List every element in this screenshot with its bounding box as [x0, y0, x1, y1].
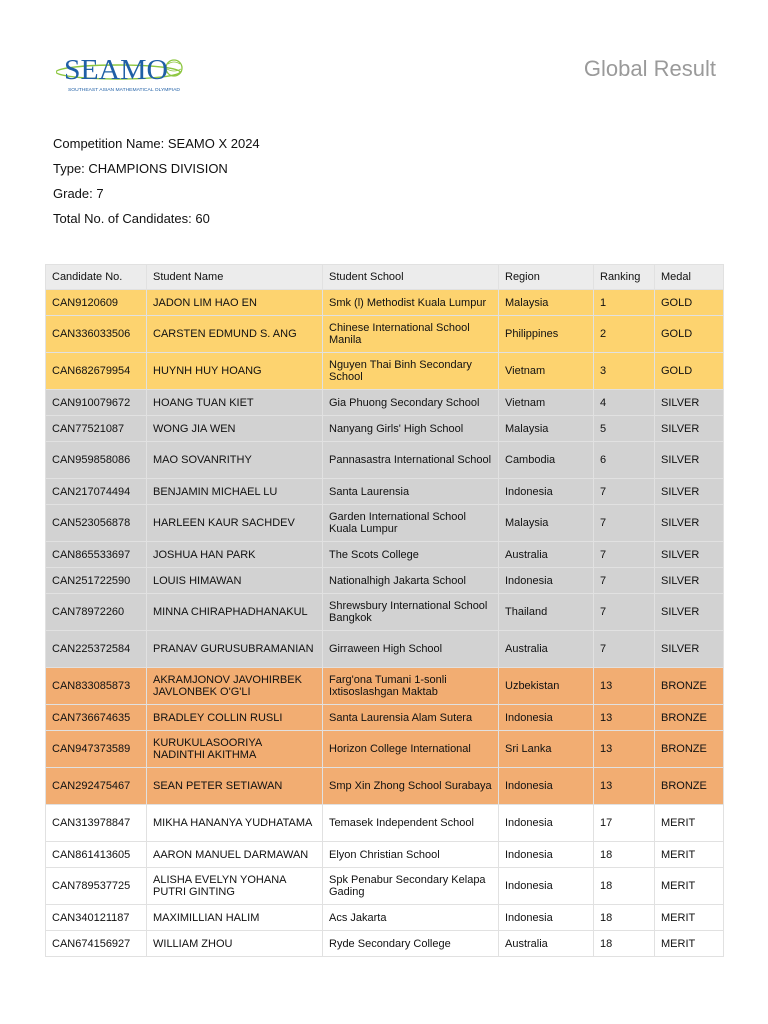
candidate-no: CAN910079672: [46, 390, 147, 416]
region: Indonesia: [499, 768, 594, 805]
table-row: [46, 542, 724, 568]
medal: SILVER: [655, 505, 724, 542]
ranking: 7: [594, 631, 655, 668]
student-school: Shrewsbury International School Bangkok: [323, 594, 499, 631]
region: Australia: [499, 931, 594, 957]
table-row: [46, 316, 724, 353]
medal: SILVER: [655, 542, 724, 568]
student-school: Acs Jakarta: [323, 905, 499, 931]
table-row: [46, 442, 724, 479]
student-name: KURUKULASOORIYA NADINTHI AKITHMA: [147, 731, 323, 768]
region: Indonesia: [499, 805, 594, 842]
student-name: JOSHUA HAN PARK: [147, 542, 323, 568]
ranking: 7: [594, 505, 655, 542]
medal: SILVER: [655, 631, 724, 668]
region: Sri Lanka: [499, 731, 594, 768]
student-name: LOUIS HIMAWAN: [147, 568, 323, 594]
student-name: PRANAV GURUSUBRAMANIAN: [147, 631, 323, 668]
candidate-no: CAN78972260: [46, 594, 147, 631]
table-row: [46, 568, 724, 594]
ranking: 7: [594, 594, 655, 631]
medal: GOLD: [655, 353, 724, 390]
ranking: 18: [594, 931, 655, 957]
student-name: AARON MANUEL DARMAWAN: [147, 842, 323, 868]
candidate-no: CAN340121187: [46, 905, 147, 931]
student-school: Nguyen Thai Binh Secondary School: [323, 353, 499, 390]
ranking: 13: [594, 768, 655, 805]
student-name: WONG JIA WEN: [147, 416, 323, 442]
candidate-no: CAN77521087: [46, 416, 147, 442]
medal: GOLD: [655, 316, 724, 353]
region: Malaysia: [499, 416, 594, 442]
candidate-no: CAN9120609: [46, 290, 147, 316]
ranking: 18: [594, 905, 655, 931]
ranking: 13: [594, 668, 655, 705]
table-row: [46, 505, 724, 542]
col-header-candidate: Candidate No.: [46, 265, 147, 290]
medal: SILVER: [655, 594, 724, 631]
medal: MERIT: [655, 842, 724, 868]
student-name: BENJAMIN MICHAEL LU: [147, 479, 323, 505]
col-header-school: Student School: [323, 265, 499, 290]
region: Indonesia: [499, 705, 594, 731]
table-row: [46, 353, 724, 390]
student-name: AKRAMJONOV JAVOHIRBEK JAVLONBEK O'G'LI: [147, 668, 323, 705]
student-school: Santa Laurensia: [323, 479, 499, 505]
ranking: 13: [594, 705, 655, 731]
region: Indonesia: [499, 905, 594, 931]
student-name: MAO SOVANRITHY: [147, 442, 323, 479]
medal: MERIT: [655, 905, 724, 931]
student-school: Horizon College International: [323, 731, 499, 768]
region: Indonesia: [499, 568, 594, 594]
candidate-no: CAN292475467: [46, 768, 147, 805]
seamo-logo: [56, 52, 198, 94]
medal: SILVER: [655, 442, 724, 479]
table-row: [46, 479, 724, 505]
table-row: [46, 868, 724, 905]
table-header-row: [46, 265, 724, 290]
results-table: [45, 264, 724, 957]
student-name: BRADLEY COLLIN RUSLI: [147, 705, 323, 731]
region: Vietnam: [499, 353, 594, 390]
ranking: 13: [594, 731, 655, 768]
region: Uzbekistan: [499, 668, 594, 705]
student-school: Farg'ona Tumani 1-sonli Ixtisoslashgan Maktab: [323, 668, 499, 705]
candidate-no: CAN865533697: [46, 542, 147, 568]
table-row: [46, 731, 724, 768]
table-row: [46, 768, 724, 805]
candidate-no: CAN523056878: [46, 505, 147, 542]
region: Australia: [499, 542, 594, 568]
candidate-no: CAN313978847: [46, 805, 147, 842]
student-name: MIKHA HANANYA YUDHATAMA: [147, 805, 323, 842]
ranking: 6: [594, 442, 655, 479]
region: Cambodia: [499, 442, 594, 479]
ranking: 17: [594, 805, 655, 842]
region: Australia: [499, 631, 594, 668]
table-row: [46, 390, 724, 416]
ranking: 7: [594, 542, 655, 568]
student-school: Spk Penabur Secondary Kelapa Gading: [323, 868, 499, 905]
logo-subtitle: SOUTHEAST ASIAN MATHEMATICAL OLYMPIAD: [68, 87, 180, 92]
student-name: MINNA CHIRAPHADHANAKUL: [147, 594, 323, 631]
table-row: [46, 842, 724, 868]
candidate-no: CAN789537725: [46, 868, 147, 905]
candidate-no: CAN861413605: [46, 842, 147, 868]
candidate-no: CAN682679954: [46, 353, 147, 390]
competition-name: Competition Name: SEAMO X 2024: [53, 136, 260, 151]
student-name: ALISHA EVELYN YOHANA PUTRI GINTING: [147, 868, 323, 905]
candidate-no: CAN947373589: [46, 731, 147, 768]
student-school: Nanyang Girls' High School: [323, 416, 499, 442]
student-name: SEAN PETER SETIAWAN: [147, 768, 323, 805]
ranking: 7: [594, 568, 655, 594]
col-header-medal: Medal: [655, 265, 724, 290]
student-school: Chinese International School Manila: [323, 316, 499, 353]
col-header-ranking: Ranking: [594, 265, 655, 290]
col-header-name: Student Name: [147, 265, 323, 290]
region: Indonesia: [499, 479, 594, 505]
competition-info: [53, 136, 260, 236]
candidate-no: CAN225372584: [46, 631, 147, 668]
medal: MERIT: [655, 931, 724, 957]
ranking: 5: [594, 416, 655, 442]
total-candidates: Total No. of Candidates: 60: [53, 211, 210, 226]
medal: SILVER: [655, 416, 724, 442]
region: Indonesia: [499, 842, 594, 868]
table-row: [46, 594, 724, 631]
region: Malaysia: [499, 505, 594, 542]
region: Malaysia: [499, 290, 594, 316]
candidate-no: CAN336033506: [46, 316, 147, 353]
grade: Grade: 7: [53, 186, 104, 201]
region: Vietnam: [499, 390, 594, 416]
table-row: [46, 905, 724, 931]
student-school: Girraween High School: [323, 631, 499, 668]
student-school: The Scots College: [323, 542, 499, 568]
candidate-no: CAN833085873: [46, 668, 147, 705]
medal: MERIT: [655, 805, 724, 842]
student-school: Smp Xin Zhong School Surabaya: [323, 768, 499, 805]
ranking: 3: [594, 353, 655, 390]
student-name: HOANG TUAN KIET: [147, 390, 323, 416]
ranking: 18: [594, 842, 655, 868]
col-header-region: Region: [499, 265, 594, 290]
student-name: JADON LIM HAO EN: [147, 290, 323, 316]
table-row: [46, 705, 724, 731]
student-school: Smk (l) Methodist Kuala Lumpur: [323, 290, 499, 316]
student-name: HUYNH HUY HOANG: [147, 353, 323, 390]
medal: SILVER: [655, 568, 724, 594]
medal: SILVER: [655, 390, 724, 416]
ranking: 18: [594, 868, 655, 905]
page-title: Global Result: [583, 56, 716, 81]
candidate-no: CAN251722590: [46, 568, 147, 594]
student-name: CARSTEN EDMUND S. ANG: [147, 316, 323, 353]
candidate-no: CAN217074494: [46, 479, 147, 505]
logo-wordmark: SEAMO: [64, 55, 168, 86]
table-row: [46, 290, 724, 316]
student-school: Elyon Christian School: [323, 842, 499, 868]
competition-type: Type: CHAMPIONS DIVISION: [53, 161, 228, 176]
student-name: MAXIMILLIAN HALIM: [147, 905, 323, 931]
table-row: [46, 631, 724, 668]
student-school: Gia Phuong Secondary School: [323, 390, 499, 416]
candidate-no: CAN959858086: [46, 442, 147, 479]
student-school: Ryde Secondary College: [323, 931, 499, 957]
ranking: 2: [594, 316, 655, 353]
table-row: [46, 668, 724, 705]
student-school: Santa Laurensia Alam Sutera: [323, 705, 499, 731]
ranking: 4: [594, 390, 655, 416]
candidate-no: CAN736674635: [46, 705, 147, 731]
medal: BRONZE: [655, 705, 724, 731]
table-row: [46, 931, 724, 957]
student-school: Pannasastra International School: [323, 442, 499, 479]
region: Philippines: [499, 316, 594, 353]
medal: BRONZE: [655, 731, 724, 768]
medal: BRONZE: [655, 668, 724, 705]
candidate-no: CAN674156927: [46, 931, 147, 957]
student-name: WILLIAM ZHOU: [147, 931, 323, 957]
student-school: Temasek Independent School: [323, 805, 499, 842]
medal: GOLD: [655, 290, 724, 316]
table-row: [46, 805, 724, 842]
student-school: Nationalhigh Jakarta School: [323, 568, 499, 594]
region: Indonesia: [499, 868, 594, 905]
ranking: 1: [594, 290, 655, 316]
ranking: 7: [594, 479, 655, 505]
student-school: Garden International School Kuala Lumpur: [323, 505, 499, 542]
medal: MERIT: [655, 868, 724, 905]
medal: SILVER: [655, 479, 724, 505]
region: Thailand: [499, 594, 594, 631]
student-name: HARLEEN KAUR SACHDEV: [147, 505, 323, 542]
medal: BRONZE: [655, 768, 724, 805]
table-row: [46, 416, 724, 442]
